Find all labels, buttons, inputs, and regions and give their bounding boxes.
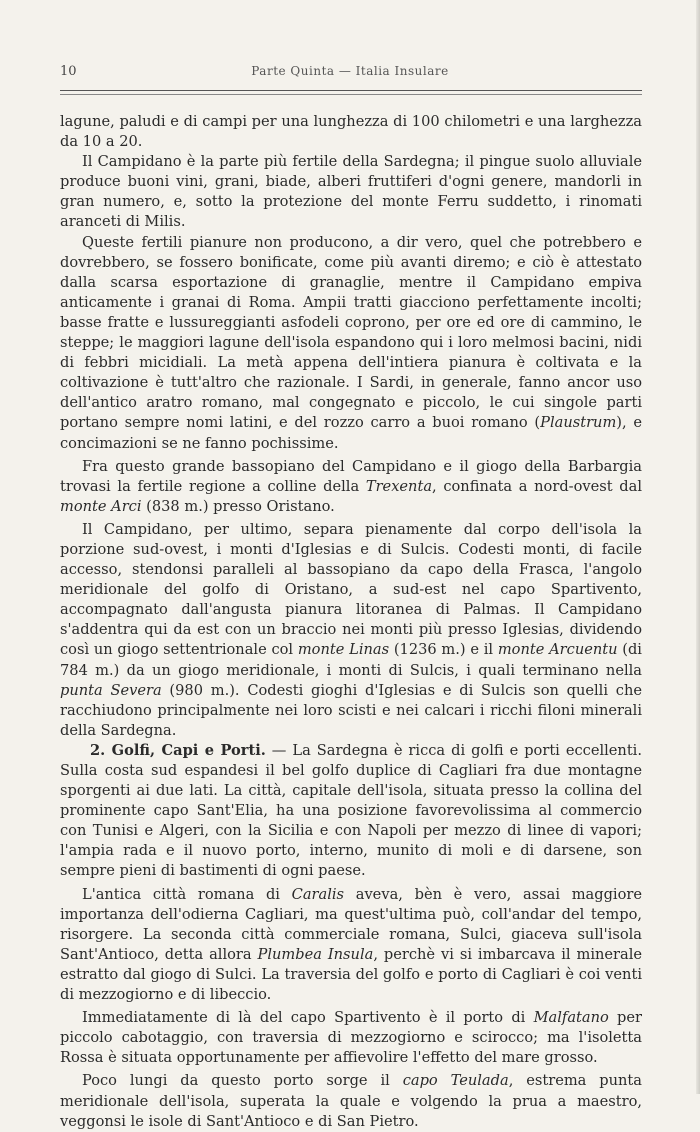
- italic-term: Malfatano: [533, 1009, 609, 1027]
- italic-term: Plumbea Insula: [257, 945, 374, 963]
- italic-term: capo Teulada: [402, 1072, 509, 1090]
- header-rule: [60, 90, 642, 91]
- italic-term: Plaustrum: [540, 414, 617, 432]
- section-heading: 2. Golfi, Capi e Porti.: [90, 741, 266, 759]
- running-head: Parte Quinta — Italia Insulare: [251, 64, 449, 78]
- paragraph: Fra questo grande bassopiano del Campidano e il giogo della Barbargia trovasi la fertile regione a colline della Trexenta, confinata a nord-ovest dal monte Arci (838 m.) presso Oristano.: [60, 457, 642, 515]
- italic-term: punta Severa: [60, 681, 162, 699]
- paragraph: Queste fertili pianure non producono, a dir vero, quel che potrebbero e dovrebbero, se fossero bonificate, come più avanti diremo; e ciò è attestato dalla scarsa esportazione di granaglie, mentre il Campidano empiva anticamente i granai di Roma. Ampii tratti giacciono perfettamente incolti; basse fratte e lussureggianti asfodeli coprono, per ore ed ore di cammino, le steppe; le maggiori lagune dell'isola espandono qui i loro melmosi bacini, nidi di febbri micidiali. La metà appena dell'intiera pianura è coltivata e la coltivazione è tutt'altro che razionale. I Sardi, in generale, fanno ancor uso dell'antico aratro romano, mal congegnato e piccolo, le cui singole parti portano sempre nomi latini, e del rozzo carro a buoi romano (Plaustrum), e concimazioni se ne fanno pochissime.: [60, 233, 643, 452]
- paragraph: Poco lungi da questo porto sorge il capo Teulada, estrema punta meridionale dell'isola, superata la quale e volgendo la prua a maestro, veggonsi le isole di Sant'Antioco e di San Pietro.: [60, 1072, 642, 1130]
- paragraph: Il Campidano, per ultimo, separa pienamente dal corpo dell'isola la porzione sud-ovest, i monti d'Iglesias e di Sulcis. Codesti monti, di facile accesso, stendonsi paralleli al bassopiano da capo della Frasca, l'angolo meridionale del golfo di Oristano, a sud-est nel capo Spartivento, accompagnato dall'angusta pianura litoranea di Palmas. Il Campidano s'addentra qui da est con un braccio nei monti più presso Iglesias, dividendo così un giogo settentrionale col monte Linas (1236 m.) e il monte Arcuentu (di 784 m.) da un giogo meridionale, i monti di Sulcis, i quali terminano nella punta Severa (980 m.). Codesti gioghi d'Iglesias e di Sulcis son quelli che racchiudono principalmente nei loro scisti e nei calcari i ricchi filoni minerali della Sardegna.: [60, 520, 642, 739]
- header-rule-thin: [60, 94, 642, 95]
- page-header: [60, 64, 640, 84]
- paragraph: L'antica città romana di Caralis aveva, bèn è vero, assai maggiore importanza dell'odierna Cagliari, ma quest'ultima può, coll'andar del tempo, risorgere. La seconda città commerciale romana, Sulci, giaceva sull'isola Sant'Antioco, detta allora Plumbea Insula, perchè vi si imbarcava il minerale estratto dal giogo di Sulci. La traversia del golfo e porto di Cagliari è coi venti di mezzogiorno e di libeccio.: [60, 885, 642, 1004]
- body-text: [60, 112, 642, 1132]
- page-number: 10: [60, 64, 77, 79]
- italic-term: monte Arci: [60, 497, 142, 515]
- page-edge: [696, 0, 700, 1094]
- section-paragraph: 2. Golfi, Capi e Porti. — La Sardegna è ricca di golfi e porti eccellenti. Sulla costa sud espandesi il bel golfo duplice di Cagliari fra due montagne sporgenti ai due lati. La città, capitale dell'isola, situata presso la collina del prominente capo Sant'Elia, ha una posizione favorevolissima al commercio con Tunisi e Algeri, con la Sicilia e con Napoli per mezzo di linee di vapori; l'ampia rada e il nuovo porto, interno, munito di moli e di darsene, son sempre pieni di bastimenti di ogni paese.: [60, 741, 642, 880]
- italic-term: Caralis: [291, 885, 345, 903]
- italic-term: monte Linas: [297, 641, 390, 659]
- paragraph: Immediatamente di là del capo Spartivento è il porto di Malfatano per piccolo cabotaggio, con traversia di mezzogiorno e scirocco; ma l'isoletta Rossa è situata opportunamente per affievolire l'effetto del mare grosso.: [60, 1009, 642, 1067]
- italic-term: monte Arcuentu: [497, 641, 618, 659]
- paragraph: lagune, paludi e di campi per una lunghezza di 100 chilometri e una larghezza da 10 a 20.: [60, 113, 642, 151]
- italic-term: Trexenta: [365, 477, 433, 495]
- paragraph: Il Campidano è la parte più fertile della Sardegna; il pingue suolo alluviale produce buoni vini, grani, biade, alberi fruttiferi d'ogni genere, mandorli in gran numero, e, sotto la protezione del monte Ferru suddetto, i rinomati aranceti di Milis.: [60, 153, 642, 231]
